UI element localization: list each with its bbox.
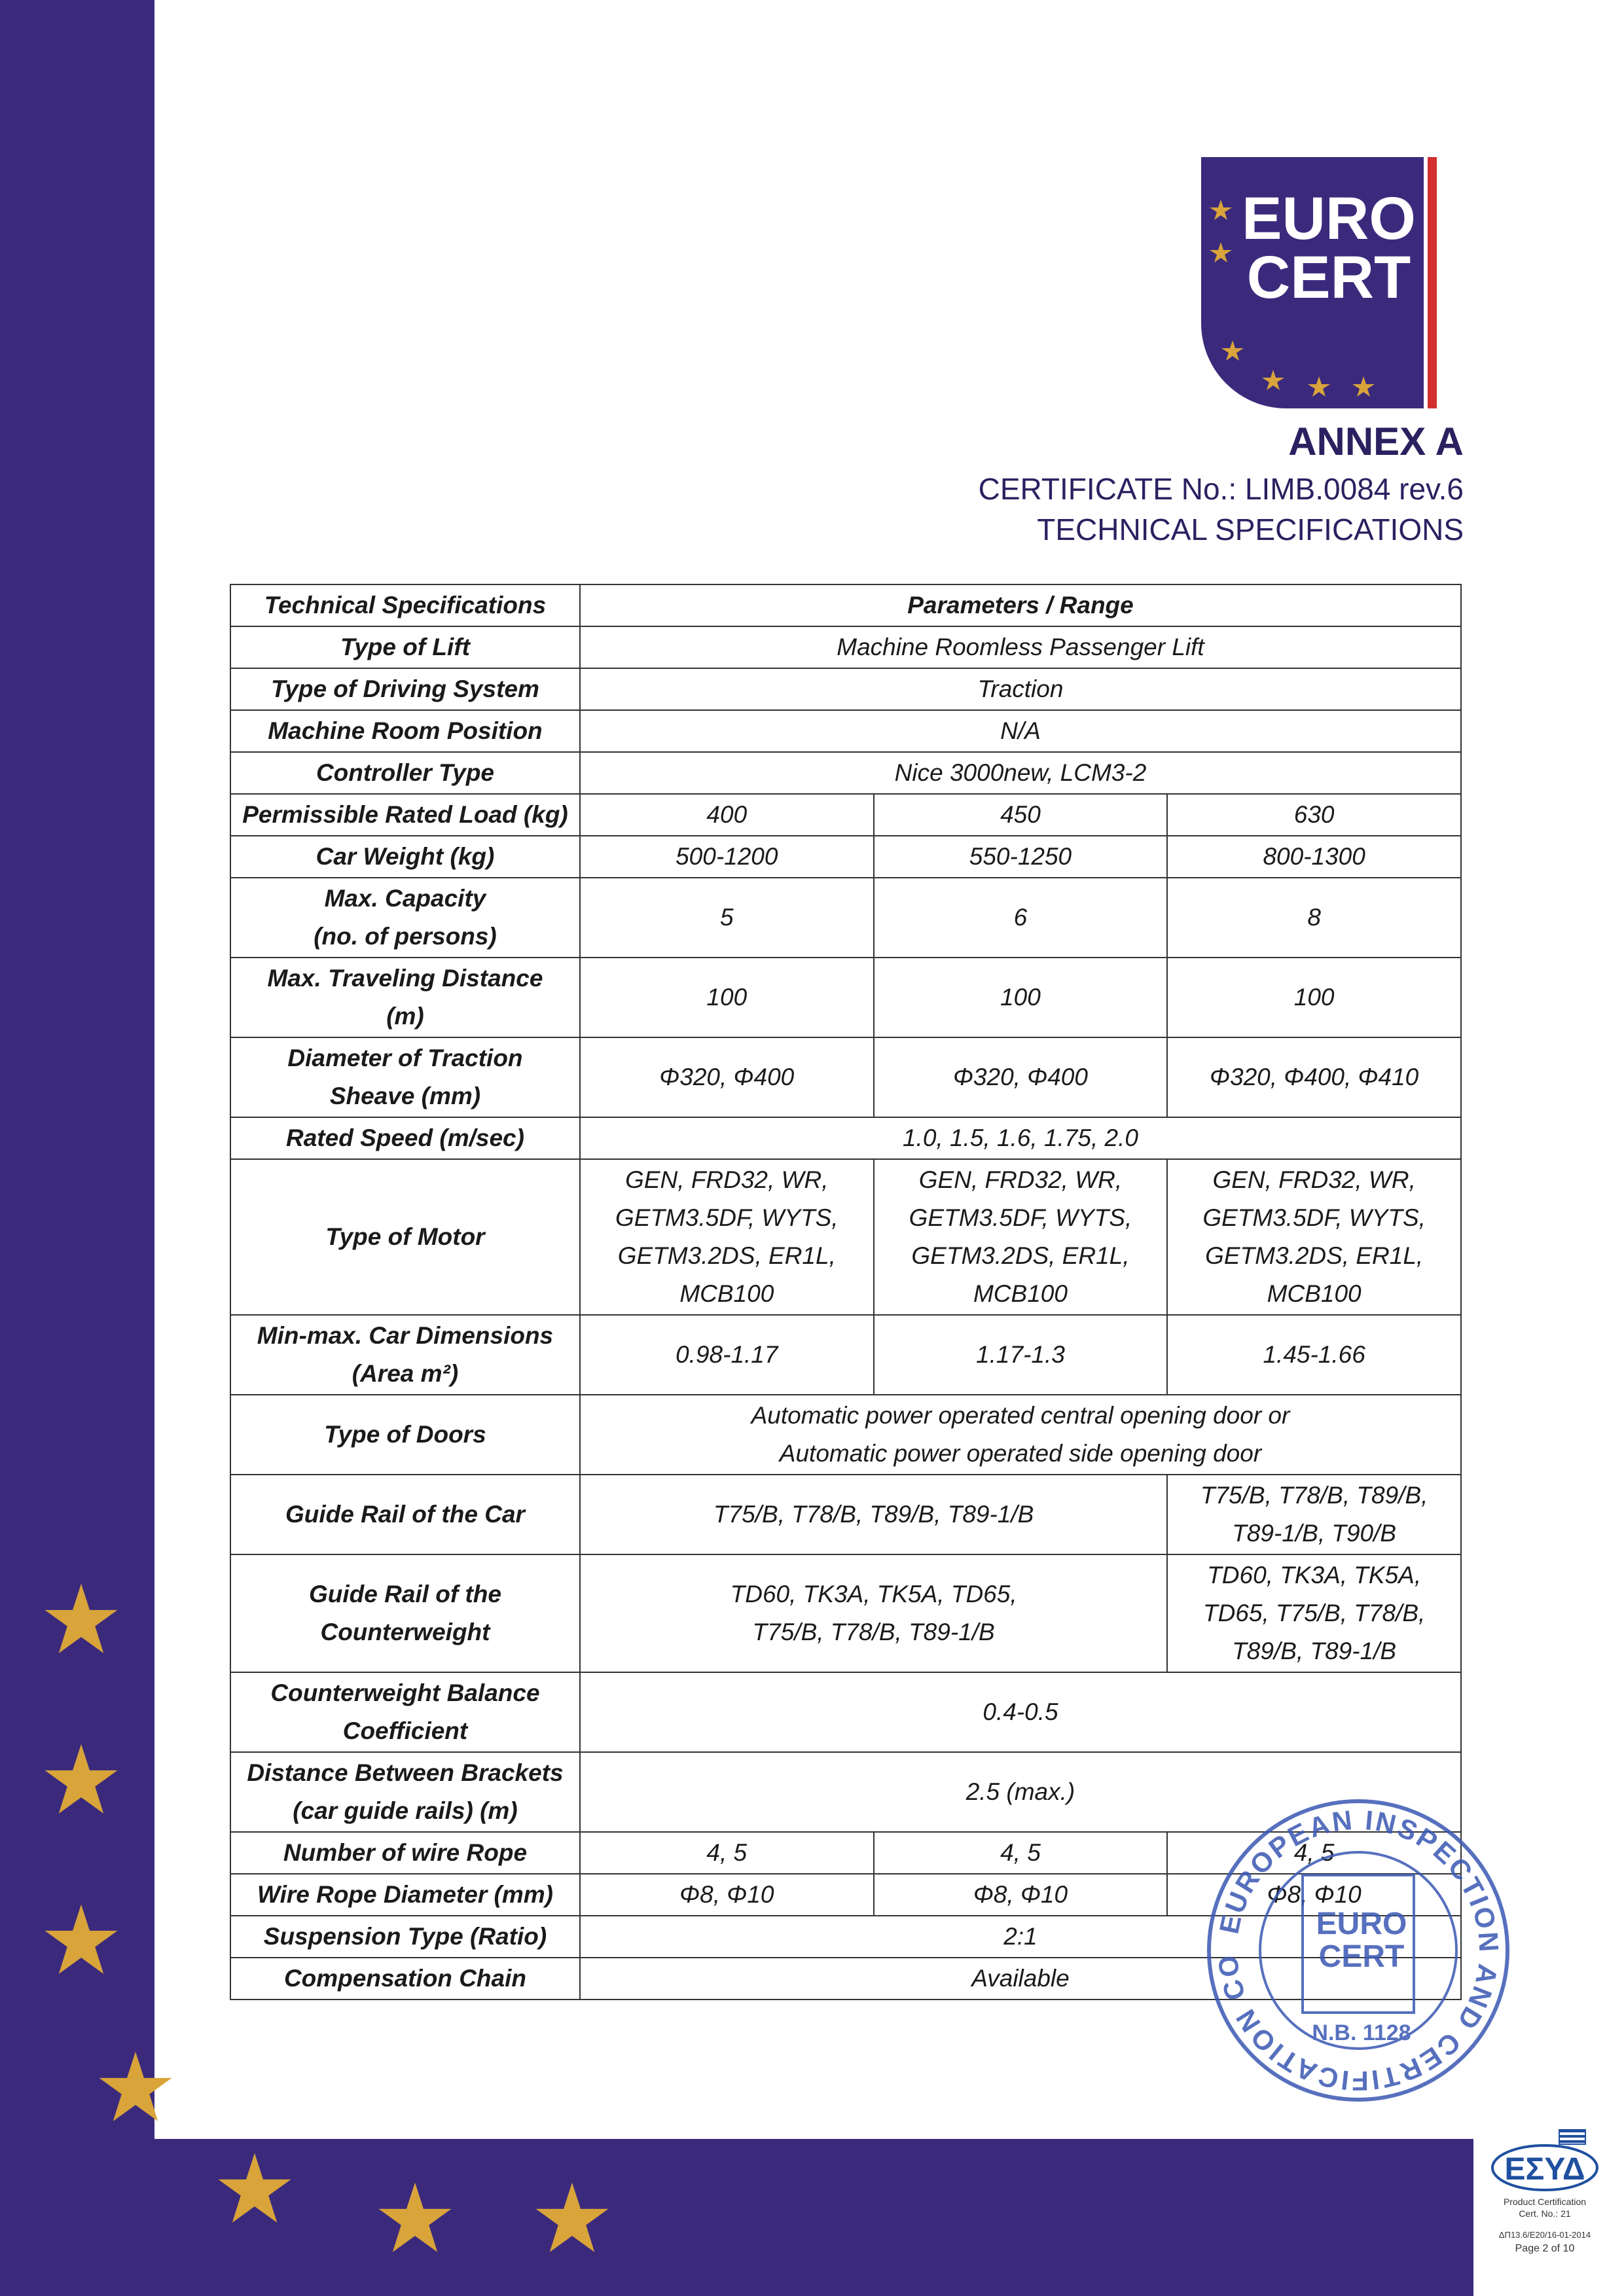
row-value: 800-1300 (1167, 836, 1461, 878)
table-row (230, 1117, 1461, 1159)
stamp-logo-line2: CERT (1318, 1939, 1405, 1974)
row-label: Max. Traveling Distance (m) (230, 958, 580, 1037)
row-value: Φ8, Φ10 (1167, 1874, 1461, 1916)
row-label: Number of wire Rope (230, 1832, 580, 1874)
gold-star-icon (43, 1901, 120, 1979)
row-value: 450 (874, 794, 1168, 836)
certification-stamp (1204, 1797, 1512, 2104)
row-value: GEN, FRD32, WR, GETM3.5DF, WYTS, GETM3.2DS, ER1L, MCB100 (1167, 1159, 1461, 1315)
row-label: Max. Capacity (no. of persons) (230, 878, 580, 958)
logo-text-line2: CERT (1246, 244, 1411, 311)
row-value: 100 (874, 958, 1168, 1037)
row-value: Nice 3000new, LCM3-2 (580, 752, 1461, 794)
row-value: TD60, TK3A, TK5A, TD65, T75/B, T78/B, T89/B, T89-1/B (1167, 1554, 1461, 1672)
gold-star-icon (97, 2049, 174, 2126)
row-label: Distance Between Brackets (car guide rails) (m) (230, 1752, 580, 1832)
row-value: 8 (1167, 878, 1461, 958)
row-label: Guide Rail of the Counterweight (230, 1554, 580, 1672)
table-row (230, 626, 1461, 668)
row-value: 1.0, 1.5, 1.6, 1.75, 2.0 (580, 1117, 1461, 1159)
gold-star-icon (43, 1741, 120, 1818)
esyd-accreditation (1479, 2127, 1610, 2284)
row-value: 100 (1167, 958, 1461, 1037)
gold-star-icon (533, 2179, 611, 2257)
row-value: 6 (874, 878, 1168, 958)
row-value: 4, 5 (1167, 1832, 1461, 1874)
page-number: Page 2 of 10 (1515, 2243, 1575, 2254)
gold-star-icon (43, 1581, 120, 1658)
accreditation-cert-number: Cert. No.: 21 (1519, 2208, 1571, 2219)
eurocert-logo (1201, 157, 1450, 408)
product-certification-label: Product Certification (1503, 2197, 1587, 2207)
row-label: Suspension Type (Ratio) (230, 1916, 580, 1958)
row-value: Machine Roomless Passenger Lift (580, 626, 1461, 668)
row-value: Φ8, Φ10 (874, 1874, 1168, 1916)
row-value: 1.45-1.66 (1167, 1315, 1461, 1395)
row-value: Φ320, Φ400 (580, 1037, 874, 1117)
stamp-logo-line1: EURO (1316, 1907, 1407, 1941)
table-row (230, 958, 1461, 1037)
gold-star-icon (216, 2150, 293, 2227)
row-value: 0.4-0.5 (580, 1672, 1461, 1752)
row-label: Permissible Rated Load (kg) (230, 794, 580, 836)
row-label: Min-max. Car Dimensions (Area m²) (230, 1315, 580, 1395)
row-value: N/A (580, 710, 1461, 752)
table-row (230, 1395, 1461, 1475)
logo-text-line1: EURO (1242, 185, 1416, 252)
table-row (230, 752, 1461, 794)
row-value: Φ8, Φ10 (580, 1874, 874, 1916)
row-label: Controller Type (230, 752, 580, 794)
table-row (230, 668, 1461, 710)
table-header-row (230, 584, 1461, 626)
row-label: Compensation Chain (230, 1958, 580, 2000)
row-value: T75/B, T78/B, T89/B, T89-1/B (580, 1475, 1167, 1554)
row-value: Traction (580, 668, 1461, 710)
row-value: Φ320, Φ400, Φ410 (1167, 1037, 1461, 1117)
esyd-logo (1486, 2127, 1604, 2193)
table-row (230, 1037, 1461, 1117)
stamp-ring-text: EUROPEAN INSPECTION AND CERTIFICATION CO (1212, 1804, 1505, 2097)
row-label: Car Weight (kg) (230, 836, 580, 878)
row-value: 5 (580, 878, 874, 958)
table-row (230, 1159, 1461, 1315)
table-row (230, 1672, 1461, 1752)
row-value: T75/B, T78/B, T89/B, T89-1/B, T90/B (1167, 1475, 1461, 1554)
row-value: 2.5 (max.) (580, 1752, 1461, 1832)
row-value: 4, 5 (874, 1832, 1168, 1874)
row-label: Counterweight Balance Coefficient (230, 1672, 580, 1752)
row-value: GEN, FRD32, WR, GETM3.5DF, WYTS, GETM3.2DS, ER1L, MCB100 (580, 1159, 874, 1315)
table-row (230, 1554, 1461, 1672)
gold-star-icon (376, 2179, 454, 2257)
row-label: Type of Lift (230, 626, 580, 668)
row-label: Type of Doors (230, 1395, 580, 1475)
specifications-table (230, 584, 1462, 2000)
table-row (230, 878, 1461, 958)
row-label: Wire Rope Diameter (mm) (230, 1874, 580, 1916)
document-code: ΔΠ13.6/Ε20/16-01-2014 (1498, 2230, 1591, 2240)
row-value: 0.98-1.17 (580, 1315, 874, 1395)
table-row (230, 1475, 1461, 1554)
row-value: Automatic power operated central opening door or Automatic power operated side opening door (580, 1395, 1461, 1475)
row-value: 400 (580, 794, 874, 836)
row-value: TD60, TK3A, TK5A, TD65, T75/B, T78/B, T89-1/B (580, 1554, 1167, 1672)
row-value: 1.17-1.3 (874, 1315, 1168, 1395)
row-value: 630 (1167, 794, 1461, 836)
row-value: 500-1200 (580, 836, 874, 878)
row-value: 4, 5 (580, 1832, 874, 1874)
certificate-number: CERTIFICATE No.: LIMB.0084 rev.6 (978, 472, 1464, 506)
row-value: 550-1250 (874, 836, 1168, 878)
column-header-specs: Technical Specifications (230, 584, 580, 626)
table-row (230, 794, 1461, 836)
annex-title: ANNEX A (1288, 420, 1464, 463)
row-label: Guide Rail of the Car (230, 1475, 580, 1554)
stamp-notified-body: N.B. 1128 (1312, 2020, 1411, 2045)
row-value: 100 (580, 958, 874, 1037)
row-label: Type of Driving System (230, 668, 580, 710)
column-header-params: Parameters / Range (580, 584, 1461, 626)
esyd-logo-text: ΕΣΥΔ (1504, 2152, 1585, 2187)
row-value: 2:1 (580, 1916, 1461, 1958)
row-value: Available (580, 1958, 1461, 2000)
row-label: Type of Motor (230, 1159, 580, 1315)
row-value: GEN, FRD32, WR, GETM3.5DF, WYTS, GETM3.2DS, ER1L, MCB100 (874, 1159, 1168, 1315)
table-row (230, 836, 1461, 878)
table-row (230, 1315, 1461, 1395)
row-label: Machine Room Position (230, 710, 580, 752)
row-value: Φ320, Φ400 (874, 1037, 1168, 1117)
row-label: Rated Speed (m/sec) (230, 1117, 580, 1159)
document-subtitle: TECHNICAL SPECIFICATIONS (1037, 512, 1464, 547)
row-label: Diameter of Traction Sheave (mm) (230, 1037, 580, 1117)
table-row (230, 710, 1461, 752)
